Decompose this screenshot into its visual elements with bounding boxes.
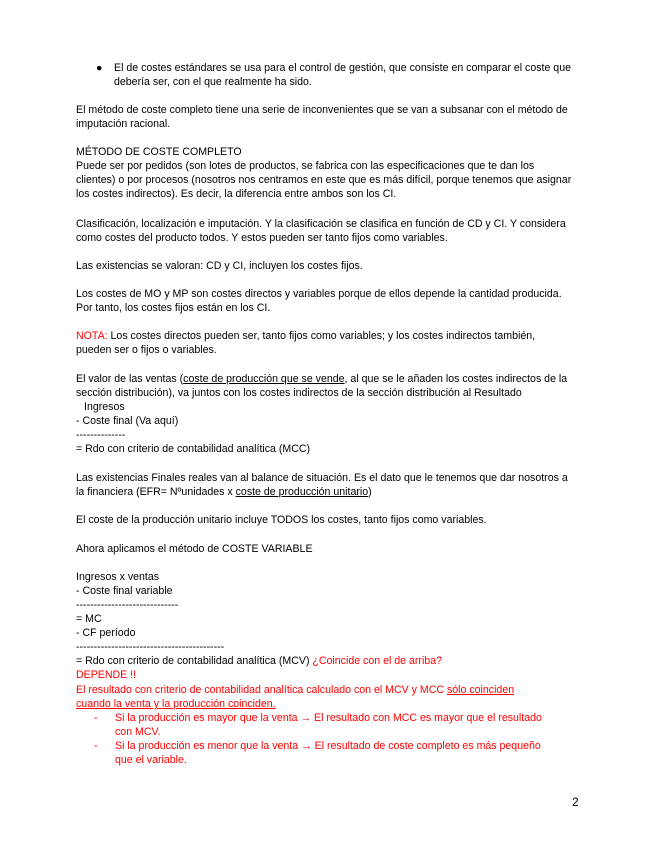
text-run: El valor de las ventas ( (76, 373, 184, 385)
bullet-line: El de costes estándares se usa para el control de gestión, que consiste en comparar el coste que (114, 62, 571, 74)
note-text: Los costes directos pueden ser, tanto fijos como variables; y los costes indirectos también, (107, 330, 536, 342)
question-text: ¿Coincide con el de arriba? (312, 655, 442, 667)
text-run: la financiera (EFR= Nºunidades x (76, 486, 236, 498)
paragraph-line: los costes indirectos). Es decir, la diferencia entre ambos son los CI. (76, 188, 397, 200)
calc-result: = Rdo con criterio de contabilidad analítica (MCC) (76, 443, 311, 455)
note-line (76, 329, 535, 343)
list-item-line: Si la producción es mayor que la venta → El resultado con MCC es mayor que el resultado (115, 712, 542, 724)
calc-rule: -------------- (76, 429, 126, 441)
list-item-line: que el variable. (115, 754, 187, 766)
calc-cf: - CF período (76, 627, 136, 639)
paragraph-line: imputación racional. (76, 118, 171, 130)
text-run: El resultado con criterio de contabilidad analítica calculado con el MCV y MCC (76, 684, 447, 696)
paragraph-line: como costes del producto todos. Y estos pueden ser tanto fijos como variables. (76, 232, 448, 244)
paragraph-line: cuando la venta y la producción coinciden. (76, 698, 276, 710)
paragraph-line: Las existencias se valoran: CD y CI, incluyen los costes fijos. (76, 260, 363, 272)
paragraph-line: Por tanto, los costes fijos están en los CI. (76, 302, 271, 314)
calc-ingresos: Ingresos (84, 401, 125, 413)
paragraph-line: Puede ser por pedidos (son lotes de productos, se fabrica con las especificaciones que te dan los (76, 160, 535, 172)
paragraph-line: El coste de la producción unitario incluye TODOS los costes, tanto fijos como variables. (76, 514, 487, 526)
calc-mc: = MC (76, 613, 102, 625)
calc-coste-final: - Coste final variable (76, 585, 173, 597)
text-run: = Rdo con criterio de contabilidad analítica (MCV) (76, 655, 313, 667)
calc-rule: ------------------------------------------ (76, 641, 225, 653)
paragraph-line: El método de coste completo tiene una serie de inconvenientes que se van a subsanar con el método de (76, 104, 568, 116)
paragraph-line: clientes) o por procesos (nosotros nos centramos en este que es más difícil, porque tenemos que asignar (76, 174, 572, 186)
paragraph-line (76, 683, 514, 697)
paragraph-line (76, 372, 567, 386)
paragraph-line: Las existencias Finales reales van al balance de situación. Es el dato que le tenemos que dar nosotros a (76, 472, 568, 484)
list-item-line: Si la producción es menor que la venta → El resultado de coste completo es más pequeño (115, 740, 541, 752)
paragraph-line: Clasificación, localización e imputación. Y la clasificación se clasifica en función de CD y CI. Y considera (76, 218, 566, 230)
underlined-text: coste de producción unitario (235, 486, 369, 498)
underlined-text: sólo coinciden (446, 684, 515, 696)
bullet-dot: ● (96, 62, 103, 74)
text-run: , al que se le añaden los costes indirectos de la (344, 373, 568, 385)
page-number: 2 (572, 795, 579, 809)
calc-rule: ----------------------------- (76, 599, 179, 611)
paragraph-line (76, 485, 372, 499)
list-dash: - (94, 740, 98, 752)
paragraph-line: Los costes de MO y MP son costes directos y variables porque de ellos depende la cantidad producida. (76, 288, 562, 300)
paragraph-line: sección distribución), va juntos con los costes indirectos de la sección distribución al Resultado (76, 387, 522, 399)
depende-text: DEPENDE !! (76, 669, 137, 681)
bullet-line: debería ser, con el que realmente ha sido. (114, 76, 312, 88)
calc-result (76, 654, 442, 668)
underlined-text: coste de producción que se vende (183, 373, 345, 385)
paragraph-line: Ahora aplicamos el método de COSTE VARIABLE (76, 543, 313, 555)
list-dash: - (94, 712, 98, 724)
note-line: pueden ser o fijos o variables. (76, 344, 217, 356)
section-title: MÉTODO DE COSTE COMPLETO (76, 146, 242, 158)
note-label: NOTA: (76, 330, 108, 342)
calc-coste-final: - Coste final (Va aquí) (76, 415, 179, 427)
text-run: ) (368, 486, 372, 498)
calc-ingresos: Ingresos x ventas (76, 571, 160, 583)
list-item-line: con MCV. (115, 726, 161, 738)
